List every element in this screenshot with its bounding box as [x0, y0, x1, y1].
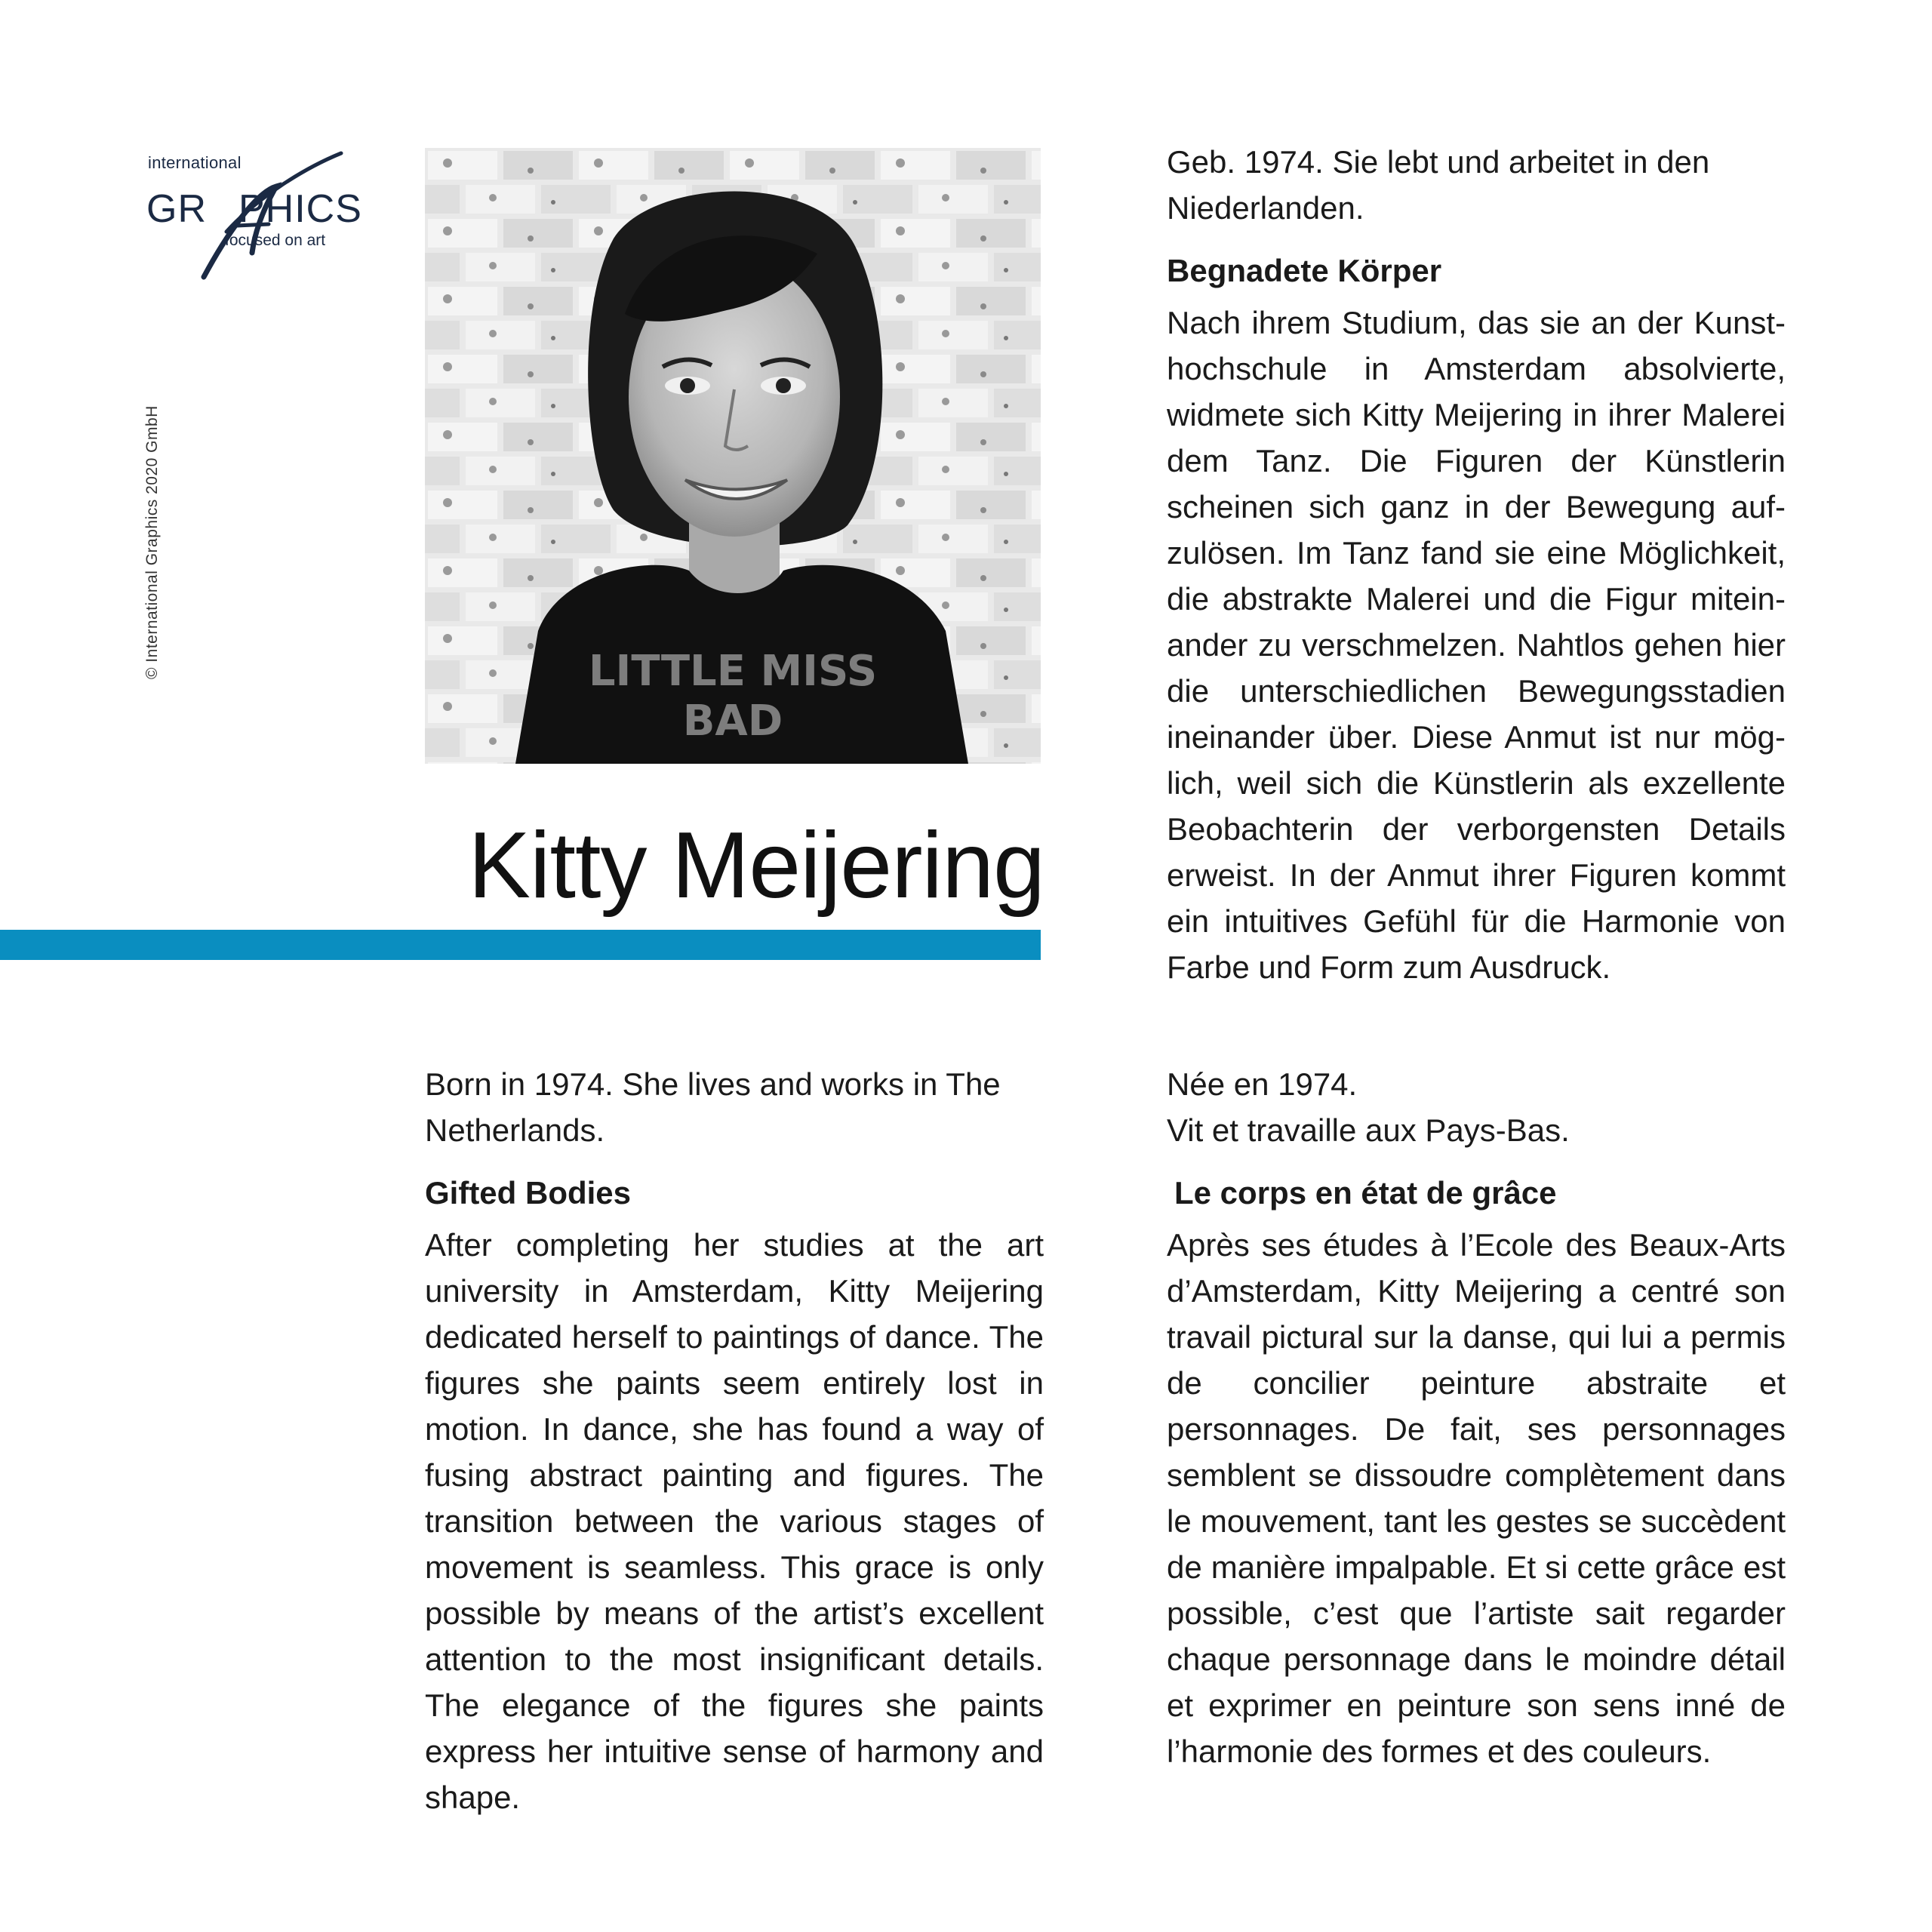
german-heading: Begnadete Körper [1167, 253, 1442, 288]
logo-main-text [146, 186, 362, 232]
accent-band [0, 930, 1041, 960]
german-body: Nach ihrem Studium, das sie an der Kunsthochschule in Amsterdam absolvierte, widmete sich Kitty Meijering in ihrer Malerei dem Tanz. Die Figuren der Künstlerin scheinen sich ganz in der Bewegung aufzulösen. Im Tanz fand sie eine Möglichkeit, die abstrakte Malerei und die Figur miteinander zu verschmelzen. Nahtlos gehen hier die unterschiedlichen Bewegungsstadien ineinander über. Diese Anmut ist nur möglich, weil sich die Künstlerin als exzellente Beobachterin der verborgensten Details erweist. In der Anmut ihrer Figuren kommt ein intuitives Gefühl für die Harmonie von Farbe und Form zum Ausdruck. [1167, 305, 1786, 985]
german-intro: Geb. 1974. Sie lebt und arbeitet in den Niederlanden. [1167, 144, 1710, 226]
logo-main-right: PHICS [238, 187, 362, 231]
shirt-text-line-2: BAD [682, 697, 783, 746]
copyright-notice: © International Graphics 2020 GmbH [143, 405, 161, 679]
french-heading: Le corps en état de grâce [1174, 1175, 1557, 1211]
artist-portrait [425, 148, 1041, 764]
artist-name: Kitty Meijering [468, 814, 1044, 918]
french-intro [1167, 1061, 1786, 1153]
logo-sub-text: focused on art [225, 232, 326, 249]
english-column [425, 1061, 1044, 1820]
logo-top-text: international [148, 153, 242, 172]
shirt-text-line-1: LITTLE MISS [588, 647, 878, 696]
english-body: After completing her studies at the art university in Amsterdam, Kitty Meijering dedicated herself to paintings of dance. The figures she paints seem entirely lost in motion. In dance, she has found a way of fusing abstract painting and figures. The transition between the various stages of movement is seamless. This grace is only possible by means of the artist’s excellent attention to the most insignificant details. The elegance of the figures she paints express her intuitive sense of harmony and shape. [425, 1227, 1044, 1815]
french-intro-line-1: Née en 1974. [1167, 1066, 1358, 1102]
logo-main-left: GR [146, 187, 207, 231]
german-column [1167, 139, 1786, 990]
english-heading: Gifted Bodies [425, 1175, 632, 1211]
french-intro-line-2: Vit et travaille aux Pays-Bas. [1167, 1112, 1570, 1148]
portrait-illustration [425, 148, 1041, 764]
publisher-logo [142, 147, 362, 291]
english-intro: Born in 1974. She lives and works in The Netherlands. [425, 1066, 1001, 1148]
french-body: Après ses études à l’Ecole des Beaux-Arts d’Amsterdam, Kitty Meijering a centré son travail pictural sur la danse, qui lui a permis de concilier peinture abstraite et personnages. De fait, ses personnages semblent se dissoudre complètement dans le mouvement, tant les gestes se succèdent de manière impalpable. Et si cette grâce est possible, c’est que l’artiste sait regarder chaque personnage dans le moindre détail et exprimer en peinture son sens inné de l’harmonie des formes et des couleurs. [1167, 1227, 1786, 1769]
french-column [1167, 1061, 1786, 1774]
